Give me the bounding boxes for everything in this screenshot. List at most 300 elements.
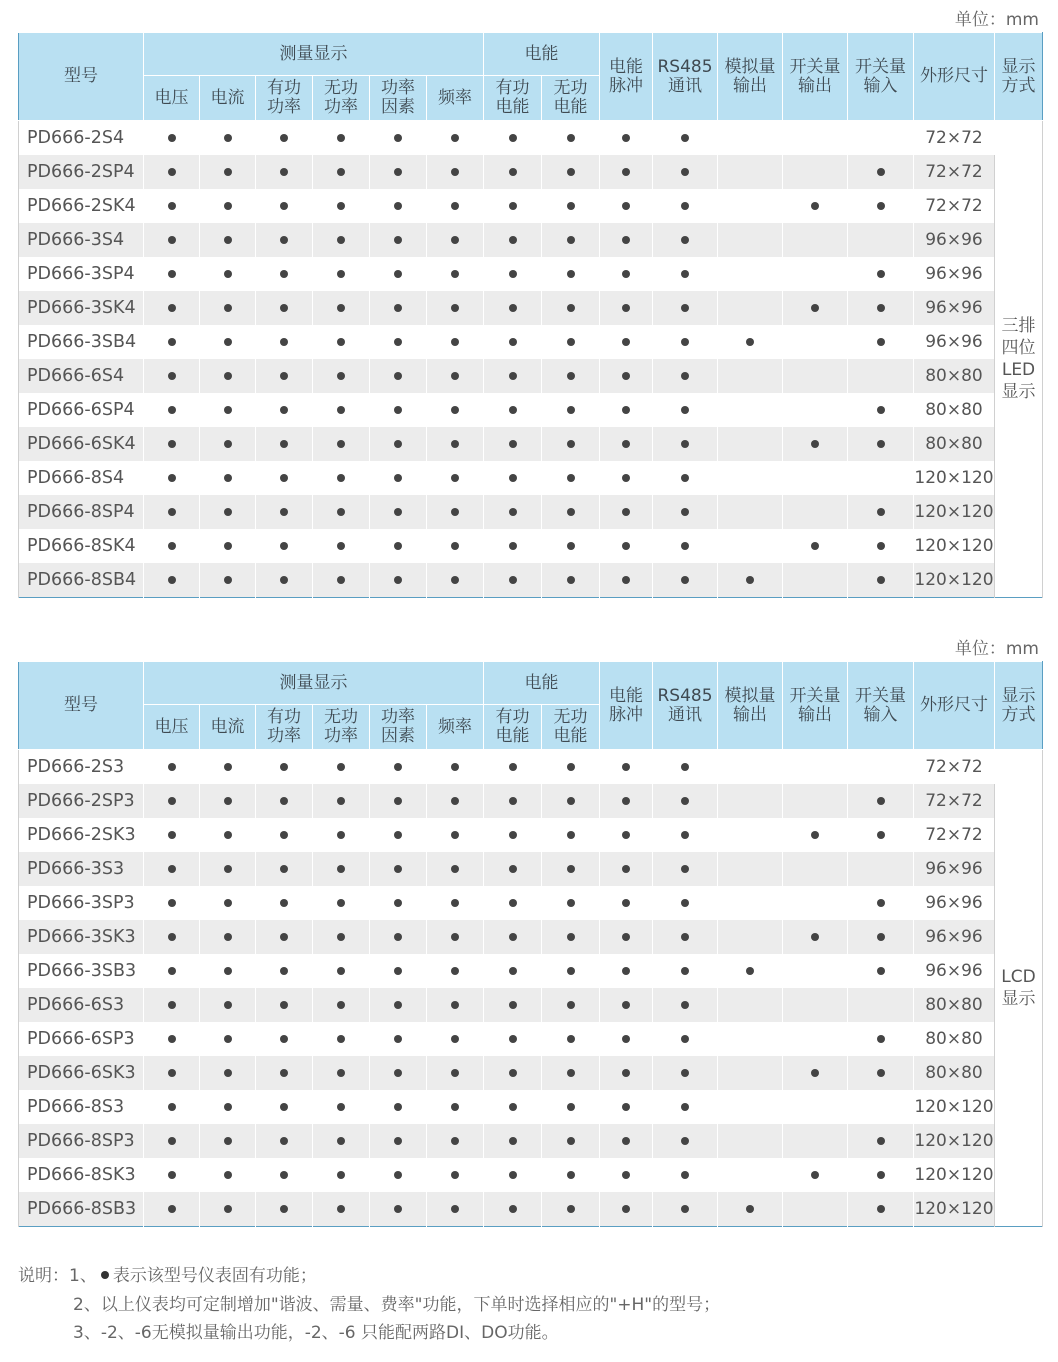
feature-cell	[600, 1090, 653, 1124]
feature-dot-icon	[224, 440, 232, 448]
feature-cell	[144, 988, 200, 1022]
feature-dot-icon	[451, 474, 459, 482]
feature-dot-icon	[509, 797, 517, 805]
feature-cell	[313, 886, 370, 920]
model-cell: PD666-8SK4	[19, 529, 144, 563]
feature-cell-sw-in	[848, 121, 914, 156]
feature-dot-icon	[337, 576, 345, 584]
feature-dot-icon	[224, 865, 232, 873]
feature-dot-icon	[394, 202, 402, 210]
header-frequency: 频率	[427, 76, 484, 121]
feature-dot-icon	[877, 831, 885, 839]
feature-cell	[542, 1158, 600, 1192]
feature-cell	[256, 750, 313, 785]
feature-dot-icon	[394, 763, 402, 771]
size-cell: 120×120	[914, 461, 995, 495]
feature-dot-icon	[622, 270, 630, 278]
feature-cell	[600, 886, 653, 920]
feature-dot-icon	[877, 1171, 885, 1179]
feature-cell	[542, 495, 600, 529]
feature-cell	[600, 1158, 653, 1192]
header-text: 方式	[1001, 704, 1036, 725]
feature-cell	[542, 920, 600, 954]
feature-dot-icon	[168, 1137, 176, 1145]
feature-dot-icon	[877, 304, 885, 312]
feature-cell	[653, 461, 718, 495]
feature-dot-icon	[168, 508, 176, 516]
size-cell: 72×72	[914, 784, 995, 818]
header-current: 电流	[200, 705, 256, 750]
feature-dot-icon	[567, 1137, 575, 1145]
feature-cell	[600, 988, 653, 1022]
feature-dot-icon	[811, 831, 819, 839]
feature-dot-icon	[337, 933, 345, 941]
feature-cell	[256, 563, 313, 598]
feature-dot-icon	[877, 1137, 885, 1145]
header-text: 功率	[324, 726, 358, 746]
feature-dot-icon	[168, 1103, 176, 1111]
feature-dot-icon	[567, 933, 575, 941]
feature-cell	[370, 359, 427, 393]
size-cell: 96×96	[914, 920, 995, 954]
feature-cell-sw-out	[783, 750, 848, 785]
feature-cell-sw-out	[783, 886, 848, 920]
table-row	[19, 325, 1043, 359]
feature-cell	[200, 495, 256, 529]
feature-dot-icon	[224, 372, 232, 380]
feature-dot-icon	[622, 763, 630, 771]
feature-dot-icon	[509, 304, 517, 312]
feature-cell	[370, 461, 427, 495]
feature-dot-icon	[394, 270, 402, 278]
feature-dot-icon	[877, 168, 885, 176]
header-text: 显示	[1001, 685, 1036, 706]
header-current: 电流	[200, 76, 256, 121]
header-voltage: 电压	[144, 705, 200, 750]
feature-dot-icon	[509, 134, 517, 142]
feature-cell	[370, 1192, 427, 1227]
feature-cell	[542, 1022, 600, 1056]
table-row	[19, 257, 1043, 291]
feature-cell	[256, 1022, 313, 1056]
feature-cell	[256, 818, 313, 852]
feature-dot-icon	[394, 134, 402, 142]
feature-dot-icon	[681, 1205, 689, 1213]
feature-cell	[144, 563, 200, 598]
feature-cell	[144, 359, 200, 393]
feature-cell	[370, 920, 427, 954]
feature-dot-icon	[224, 1137, 232, 1145]
feature-cell	[653, 529, 718, 563]
feature-cell	[313, 988, 370, 1022]
feature-dot-icon	[451, 865, 459, 873]
feature-dot-icon	[224, 1069, 232, 1077]
feature-cell	[313, 818, 370, 852]
feature-cell	[256, 223, 313, 257]
feature-dot-icon	[877, 576, 885, 584]
display-mode-cell	[995, 750, 1043, 1227]
feature-cell	[427, 155, 484, 189]
model-cell: PD666-8SB4	[19, 563, 144, 598]
header-text: LED	[1001, 360, 1036, 380]
table-row	[19, 852, 1043, 886]
feature-cell	[600, 495, 653, 529]
feature-dot-icon	[681, 474, 689, 482]
model-cell: PD666-6S3	[19, 988, 144, 1022]
feature-dot-icon	[280, 270, 288, 278]
table-row	[19, 495, 1043, 529]
feature-cell	[427, 886, 484, 920]
feature-cell	[600, 750, 653, 785]
size-cell: 80×80	[914, 427, 995, 461]
feature-dot-icon	[394, 899, 402, 907]
feature-cell	[256, 291, 313, 325]
feature-cell	[542, 750, 600, 785]
feature-dot-icon	[681, 899, 689, 907]
feature-dot-icon	[622, 168, 630, 176]
feature-cell	[427, 529, 484, 563]
feature-dot-icon	[280, 967, 288, 975]
feature-cell	[542, 393, 600, 427]
feature-dot-icon	[280, 338, 288, 346]
feature-cell	[653, 954, 718, 988]
feature-cell	[427, 563, 484, 598]
feature-cell	[256, 1056, 313, 1090]
note-line-3: 3、-2、-6无模拟量输出功能，-2、-6 只能配两路DI、DO功能。	[73, 1323, 559, 1343]
feature-dot-icon	[168, 797, 176, 805]
header-pulse	[600, 33, 653, 121]
feature-dot-icon	[394, 1137, 402, 1145]
model-cell: PD666-3SK4	[19, 291, 144, 325]
header-text: 显示	[1001, 382, 1036, 402]
header-power-factor	[370, 705, 427, 750]
feature-cell	[200, 1090, 256, 1124]
feature-dot-icon	[622, 1137, 630, 1145]
header-energy-group: 电能	[484, 662, 600, 705]
feature-dot-icon	[280, 168, 288, 176]
feature-dot-icon	[224, 236, 232, 244]
feature-cell-analog	[718, 988, 783, 1022]
feature-cell-sw-out	[783, 920, 848, 954]
feature-dot-icon	[451, 1103, 459, 1111]
feature-cell-sw-in	[848, 427, 914, 461]
header-text: 无功	[324, 78, 358, 98]
feature-cell	[542, 461, 600, 495]
feature-dot-icon	[168, 372, 176, 380]
feature-dot-icon	[681, 372, 689, 380]
feature-dot-icon	[567, 899, 575, 907]
feature-dot-icon	[337, 202, 345, 210]
feature-cell	[370, 1124, 427, 1158]
feature-dot-icon	[168, 865, 176, 873]
feature-cell	[542, 1192, 600, 1227]
feature-dot-icon	[509, 508, 517, 516]
feature-dot-icon	[224, 134, 232, 142]
feature-cell-sw-in	[848, 988, 914, 1022]
feature-cell	[370, 1022, 427, 1056]
feature-cell	[256, 1192, 313, 1227]
feature-cell	[484, 427, 542, 461]
feature-cell	[370, 325, 427, 359]
header-reactive-energy	[542, 705, 600, 750]
header-measure-group: 测量显示	[144, 33, 484, 76]
feature-cell-sw-in	[848, 1090, 914, 1124]
feature-cell	[256, 155, 313, 189]
feature-dot-icon	[622, 542, 630, 550]
feature-dot-icon	[509, 270, 517, 278]
feature-cell-analog	[718, 393, 783, 427]
feature-cell	[256, 529, 313, 563]
feature-cell	[144, 495, 200, 529]
feature-dot-icon	[224, 1103, 232, 1111]
feature-cell	[313, 291, 370, 325]
model-cell: PD666-3SB3	[19, 954, 144, 988]
feature-dot-icon	[622, 1035, 630, 1043]
feature-dot-icon	[509, 1171, 517, 1179]
feature-cell-analog	[718, 954, 783, 988]
feature-cell-analog	[718, 223, 783, 257]
size-cell: 80×80	[914, 393, 995, 427]
feature-dot-icon	[337, 967, 345, 975]
feature-dot-icon	[509, 338, 517, 346]
feature-cell	[370, 257, 427, 291]
feature-dot-icon	[811, 933, 819, 941]
feature-dot-icon	[681, 967, 689, 975]
feature-dot-icon	[394, 831, 402, 839]
feature-dot-icon	[509, 831, 517, 839]
feature-cell	[256, 359, 313, 393]
header-text: 有功	[267, 707, 301, 727]
header-text: 因素	[381, 726, 415, 746]
unit-label: 单位：mm	[954, 639, 1039, 659]
feature-dot-icon	[337, 168, 345, 176]
feature-dot-icon	[451, 236, 459, 244]
feature-dot-icon	[337, 831, 345, 839]
table-block-led	[18, 8, 1039, 598]
model-cell: PD666-6SK4	[19, 427, 144, 461]
feature-cell	[484, 223, 542, 257]
feature-dot-icon	[280, 1171, 288, 1179]
header-text: 无功	[324, 707, 358, 727]
feature-cell	[313, 1124, 370, 1158]
feature-cell	[144, 121, 200, 156]
feature-cell	[200, 886, 256, 920]
header-rs485	[653, 33, 718, 121]
header-text: 无功	[553, 707, 588, 727]
header-size: 外形尺寸	[914, 662, 995, 750]
table-row	[19, 954, 1043, 988]
feature-cell	[427, 1022, 484, 1056]
feature-dot-icon	[337, 474, 345, 482]
model-cell: PD666-8S3	[19, 1090, 144, 1124]
table-row	[19, 189, 1043, 223]
feature-cell	[427, 750, 484, 785]
feature-dot-icon	[168, 338, 176, 346]
feature-dot-icon	[280, 576, 288, 584]
model-cell: PD666-3SB4	[19, 325, 144, 359]
feature-cell	[144, 393, 200, 427]
header-text: 输出	[733, 75, 767, 96]
feature-cell	[600, 1192, 653, 1227]
feature-cell	[200, 563, 256, 598]
feature-dot-icon	[168, 1001, 176, 1009]
feature-dot-icon	[681, 338, 689, 346]
feature-cell	[200, 393, 256, 427]
feature-cell	[144, 784, 200, 818]
feature-cell	[653, 1056, 718, 1090]
feature-cell	[600, 393, 653, 427]
feature-cell	[653, 886, 718, 920]
table-row	[19, 1124, 1043, 1158]
feature-dot-icon	[811, 542, 819, 550]
feature-cell	[653, 784, 718, 818]
header-text: 方式	[1001, 75, 1036, 96]
feature-cell-sw-in	[848, 359, 914, 393]
feature-cell	[542, 257, 600, 291]
header-rs485	[653, 662, 718, 750]
header-text: 功率	[381, 707, 415, 727]
model-cell: PD666-3S3	[19, 852, 144, 886]
header-text: RS485	[657, 685, 713, 706]
feature-dot-icon	[811, 440, 819, 448]
feature-cell	[256, 393, 313, 427]
size-cell: 96×96	[914, 257, 995, 291]
size-cell: 120×120	[914, 1090, 995, 1124]
feature-cell	[542, 818, 600, 852]
feature-cell	[256, 1158, 313, 1192]
feature-dot-icon	[280, 508, 288, 516]
feature-dot-icon	[168, 406, 176, 414]
feature-dot-icon	[451, 797, 459, 805]
size-cell: 72×72	[914, 818, 995, 852]
feature-cell	[144, 1056, 200, 1090]
feature-cell	[600, 291, 653, 325]
feature-dot-icon	[567, 236, 575, 244]
feature-cell	[144, 155, 200, 189]
feature-cell-sw-in	[848, 954, 914, 988]
feature-dot-icon	[451, 831, 459, 839]
feature-dot-icon	[567, 372, 575, 380]
header-energy-group: 电能	[484, 33, 600, 76]
feature-cell	[370, 189, 427, 223]
feature-cell-sw-in	[848, 563, 914, 598]
model-cell: PD666-2SP3	[19, 784, 144, 818]
feature-cell	[484, 291, 542, 325]
feature-cell-sw-out	[783, 1124, 848, 1158]
header-frequency: 频率	[427, 705, 484, 750]
size-cell: 120×120	[914, 495, 995, 529]
feature-cell	[600, 563, 653, 598]
table-row	[19, 427, 1043, 461]
feature-cell	[600, 325, 653, 359]
feature-dot-icon	[394, 338, 402, 346]
feature-dot-icon	[168, 967, 176, 975]
feature-cell	[256, 495, 313, 529]
table-row	[19, 886, 1043, 920]
feature-dot-icon	[877, 1069, 885, 1077]
feature-cell	[484, 325, 542, 359]
feature-dot-icon	[280, 304, 288, 312]
feature-dot-icon	[877, 406, 885, 414]
header-voltage: 电压	[144, 76, 200, 121]
feature-cell	[200, 1192, 256, 1227]
feature-cell	[600, 427, 653, 461]
feature-dot-icon	[746, 576, 754, 584]
feature-cell	[484, 529, 542, 563]
feature-dot-icon	[681, 865, 689, 873]
header-text: 脉冲	[609, 75, 643, 96]
feature-cell	[256, 886, 313, 920]
feature-cell	[144, 852, 200, 886]
feature-dot-icon	[681, 304, 689, 312]
feature-cell	[653, 852, 718, 886]
feature-dot-icon	[337, 338, 345, 346]
feature-dot-icon	[509, 763, 517, 771]
feature-dot-icon	[337, 1035, 345, 1043]
feature-dot-icon	[567, 338, 575, 346]
feature-dot-icon	[567, 1171, 575, 1179]
feature-cell	[542, 291, 600, 325]
feature-cell	[200, 257, 256, 291]
feature-cell	[427, 1158, 484, 1192]
feature-dot-icon	[337, 542, 345, 550]
feature-cell-sw-out	[783, 1056, 848, 1090]
feature-dot-icon	[567, 797, 575, 805]
feature-dot-icon	[337, 270, 345, 278]
feature-cell	[653, 393, 718, 427]
feature-cell-analog	[718, 1192, 783, 1227]
feature-cell	[370, 784, 427, 818]
feature-dot-icon	[622, 967, 630, 975]
feature-dot-icon	[681, 576, 689, 584]
header-text: 功率	[381, 78, 415, 98]
feature-cell	[653, 257, 718, 291]
feature-dot-icon	[622, 1171, 630, 1179]
feature-cell	[542, 189, 600, 223]
feature-cell	[484, 359, 542, 393]
feature-dot-icon	[622, 576, 630, 584]
feature-dot-icon	[622, 1205, 630, 1213]
feature-dot-icon	[811, 304, 819, 312]
feature-cell-sw-in	[848, 1192, 914, 1227]
feature-dot-icon	[811, 202, 819, 210]
header-text: 有功	[495, 707, 530, 727]
feature-cell-sw-out	[783, 954, 848, 988]
header-text: 四位	[1001, 338, 1036, 358]
model-cell: PD666-2SK4	[19, 189, 144, 223]
display-mode-cell	[995, 121, 1043, 598]
feature-dot-icon	[280, 1137, 288, 1145]
header-active-power	[256, 705, 313, 750]
feature-cell	[313, 359, 370, 393]
size-cell: 120×120	[914, 563, 995, 598]
feature-dot-icon	[337, 797, 345, 805]
table-row	[19, 988, 1043, 1022]
feature-dot-icon	[451, 508, 459, 516]
feature-cell-analog	[718, 1056, 783, 1090]
feature-dot-icon	[394, 1001, 402, 1009]
feature-dot-icon	[877, 797, 885, 805]
header-text: 输出	[798, 75, 832, 96]
feature-dot-icon	[509, 542, 517, 550]
feature-dot-icon	[681, 1103, 689, 1111]
model-cell: PD666-8S4	[19, 461, 144, 495]
feature-cell	[200, 1124, 256, 1158]
feature-dot-icon	[509, 202, 517, 210]
feature-cell	[600, 121, 653, 156]
feature-cell-sw-in	[848, 461, 914, 495]
feature-dot-icon	[224, 933, 232, 941]
